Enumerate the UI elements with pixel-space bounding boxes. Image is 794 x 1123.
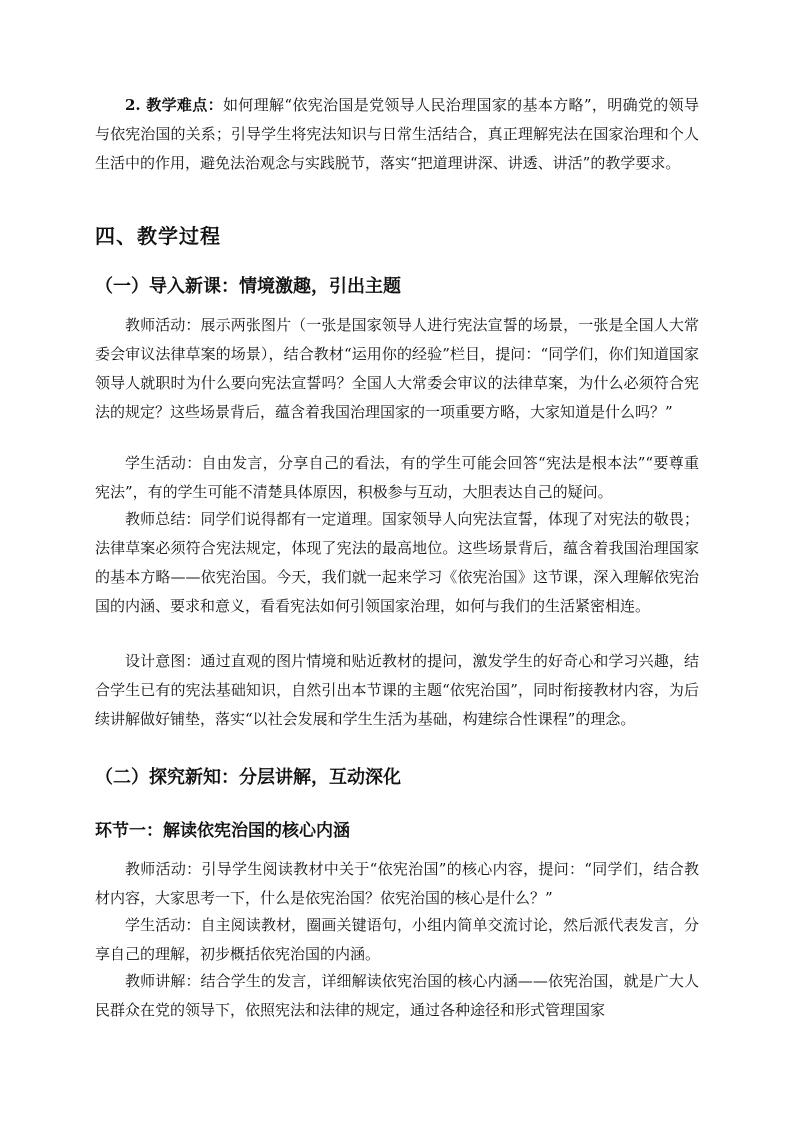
link1-teacher-lecture: 教师讲解：结合学生的发言，详细解读依宪治国的核心内涵——依宪治国，就是广大人民群众在党的领导下，依照宪法和法律的规定，通过各种途径和形式管理国家 <box>95 972 699 1019</box>
link1-teacher-activity: 教师活动：引导学生阅读教材中关于“依宪治国”的核心内容，提问：“同学们，结合教材内容，大家思考一下，什么是依宪治国？依宪治国的核心是什么？” <box>95 860 699 907</box>
part1-design-intent: 设计意图：通过直观的图片情境和贴近教材的提问，激发学生的好奇心和学习兴趣，结合学生已有的宪法基础知识，自然引出本节课的主题“依宪治国”，同时衔接教材内容，为后续讲解做好铺垫，落实“以社会发展和学生生活为基础，构建综合性课程”的理念。 <box>95 652 699 728</box>
section-heading-process: 四、教学过程 <box>95 224 221 248</box>
part1-teacher-summary: 教师总结：同学们说得都有一定道理。国家领导人向宪法宣誓，体现了对宪法的敬畏；法律草案必须符合宪法规定，体现了宪法的最高地位。这些场景背后，蕴含着我国治理国家的基本方略——依宪治国。今天，我们就一起来学习《依宪治国》这节课，深入理解依宪治国的内涵、要求和意义，看看宪法如何引领国家治理，如何与我们的生活紧密相连。 <box>95 510 699 615</box>
link1-heading: 环节一：解读依宪治国的核心内涵 <box>95 821 350 841</box>
difficulty-label: 2. 教学难点： <box>125 96 223 114</box>
difficulty-paragraph <box>95 91 699 178</box>
part1-student-activity: 学生活动：自由发言，分享自己的看法，有的学生可能会回答“宪法是根本法”“要尊重宪法”，有的学生可能不清楚具体原因，积极参与互动，大胆表达自己的疑问。 <box>95 454 699 501</box>
link1-student-activity: 学生活动：自主阅读教材，圈画关键语句，小组内简单交流讨论，然后派代表发言，分享自己的理解，初步概括依宪治国的内涵。 <box>95 916 699 963</box>
part1-teacher-activity: 教师活动：展示两张图片（一张是国家领导人进行宪法宣誓的场景，一张是全国人大常委会审议法律草案的场景），结合教材“运用你的经验”栏目，提问：“同学们，你们知道国家领导人就职时为什么要向宪法宣誓吗？全国人大常委会审议的法律草案，为什么必须符合宪法的规定？这些场景背后，蕴含着我国治理国家的一项重要方略，大家知道是什么吗？” <box>95 316 699 421</box>
part2-heading: （二）探究新知：分层讲解，互动深化 <box>95 767 401 788</box>
difficulty-text: 如何理解“依宪治国是党领导人民治理国家的基本方略”，明确党的领导与依宪治国的关系；引导学生将宪法知识与日常生活结合，真正理解宪法在国家治理和个人生活中的作用，避免法治观念与实践脱节，落实“把道理讲深、讲透、讲活”的教学要求。 <box>95 96 699 172</box>
part1-heading: （一）导入新课：情境激趣，引出主题 <box>95 276 401 297</box>
